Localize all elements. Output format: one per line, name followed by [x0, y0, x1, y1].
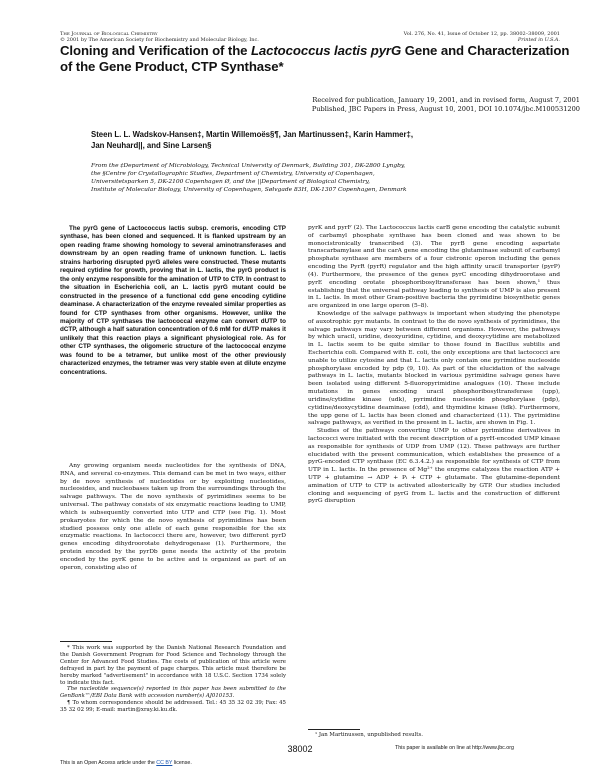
received-line: Received for publication, January 19, 2001, and in revised form, August 7, 2001 — [312, 96, 580, 104]
affiliation-line-3: Universitetsparken 5, DK-2100 Copenhagen Ø, and the ||Department of Biological Chemistry, — [91, 178, 370, 185]
footnote-unpublished: ¹ Jan Martinussen, unpublished results. — [315, 732, 423, 738]
footnotes — [60, 645, 286, 714]
footnote-divider — [60, 641, 112, 642]
oa-prefix: This is an Open Access article under the — [60, 760, 157, 766]
affiliation-line-4: Institute of Molecular Biology, University of Copenhagen, Sølvgade 83H, DK-1307 Copenhagen, Denmark — [91, 186, 407, 193]
printed-in: Printed in U.S.A. — [517, 37, 560, 44]
right-column — [308, 225, 560, 506]
right-paragraph-3: Studies of the pathways converting UMP to other pyrimidine derivatives in lactococci were initiated with the recent description of a pyrH-encoded UMP kinase as responsible for synthesis of UDP from UMP (12). These pathways are further elucidated with the present communication, which establishes the presence of a pyrG-encoded CTP synthase (EC 6.3.4.2.) as responsible for synthesis of CTP from UTP in L. lactis. In the presence of Mg²⁺ the enzyme catalyzes the reaction ATP + UTP + glutamine → ADP + Pᵢ + CTP + glutamate. The glutamine-dependent amination of UTP to CTP is activated allosterically by GTP. Our studies included cloning and sequencing of pyrG from L. lactis and the construction of different pyrG disruption — [308, 428, 560, 505]
oa-suffix: license. — [172, 760, 192, 766]
journal-header-right — [404, 31, 560, 43]
intro-left-column — [60, 463, 286, 572]
copyright-line: © 2001 by The American Society for Biochemistry and Molecular Biology, Inc. — [60, 37, 259, 44]
open-access-note — [60, 760, 192, 766]
footnote-funding: * This work was supported by the Danish National Research Foundation and the Danish Government Program for Food Science and Technology through the Center for Advanced Food Studies. The costs of publication of this article were defrayed in part by the payment of page charges. This article must therefore be hereby marked "advertisement" in accordance with 18 U.S.C. Section 1734 solely to indicate this fact. — [60, 645, 286, 686]
footnote-correspondence: ¶ To whom correspondence should be addressed. Tel.: 45 35 32 02 39; Fax: 45 35 32 02 99; E-mail: martin@xray.ki.ku.dk. — [60, 700, 286, 714]
volume-issue: Vol. 276, No. 41, Issue of October 12, pp. 38002–38009, 2001 — [403, 31, 560, 37]
authors-line-1: Steen L. L. Wadskov-Hansen‡, Martin Willemoës§¶, Jan Martinussen‡, Karin Hammer‡, — [91, 130, 414, 139]
online-availability: This paper is available on line at http://www.jbc.org — [395, 745, 514, 751]
cc-by-link[interactable]: CC BY — [156, 760, 173, 766]
abstract — [60, 225, 286, 377]
article-title — [60, 43, 570, 75]
author-list — [91, 130, 561, 151]
affiliation-line-1: From the ‡Department of Microbiology, Technical University of Denmark, Building 301, DK-2800 Lyngby, — [91, 163, 406, 169]
abstract-text: The pyrG gene of Lactococcus lactis subsp. cremoris, encoding CTP synthase, has been cloned and sequenced. It is flanked upstream by an open reading frame showing homology to several aminotransferases and downstream by an open reading frame of unknown function. L. lactis strains harboring disrupted pyrG alleles were constructed. These mutants required cytidine for growth, proving that in L. lactis, the pyrG product is the only enzyme responsible for the amination of UTP to CTP. In contrast to the situation in Escherichia coli, an L. lactis pyrG mutant could be constructed in the presence of a functional cdd gene encoding cytidine deaminase. A characterization of the enzyme revealed similar properties as found for CTP synthases from other organisms. However, unlike the majority of CTP synthases the lactococcal enzyme can convert dUTP to dCTP, although a half saturation concentration of 0.6 mM for dUTP makes it unlikely that this reaction plays a significant physiological role. As for other CTP synthases, the oligomeric structure of the lactococcal enzyme was found to be a tetramer, but unlike most of the other previously characterized enzymes, the tetramer was very stable even at dilute enzyme concentrations. — [60, 225, 286, 376]
affiliation-line-2: the §Centre for Crystallographic Studies, Department of Chemistry, University of Copenhagen, — [91, 170, 375, 177]
published-line: Published, JBC Papers in Press, August 10, 2001, DOI 10.1074/jbc.M100531200 — [311, 104, 580, 113]
intro-paragraph: Any growing organism needs nucleotides for the synthesis of DNA, RNA, and several co-enzymes. This demand can be met in two ways, either by de novo synthesis of nucleotides or by exploiting nucleotides, nucleosides, and nucleobases taken up from the surroundings through the salvage pathways. The de novo synthesis of pyrimidines seems to be universal. The pathway consists of six enzymatic reactions leading to UMP, which is subsequently converted into UTP and CTP (see Fig. 1). Most prokaryotes for which the de novo synthesis of pyrimidines has been studied possess only one allele of each gene responsible for the six enzymatic reactions. In lactococci there are, however, two different pyrD genes encoding dihydroorotate dehydrogenase (1). Furthermore, the protein encoded by the pyrDb gene needs the activity of the protein encoded by the pyrK gene to be active and is organized as part of an operon, consisting also of — [60, 463, 286, 571]
authors-line-2: Jan Neuhard||, and Sine Larsen§ — [91, 140, 212, 150]
publication-dates — [270, 96, 580, 113]
title-part-2: Gene and Characterization of the Gene Product, CTP Synthase* — [60, 43, 570, 75]
title-part-1: Cloning and Verification of the — [60, 43, 251, 58]
journal-name: The Journal of Biological Chemistry — [60, 31, 158, 37]
right-footnote — [315, 732, 560, 739]
right-footnote-divider — [308, 729, 360, 730]
affiliations — [91, 163, 561, 195]
footnote-genbank: The nucleotide sequence(s) reported in this paper has been submitted to the GenBank™/EBI Data Bank with accession number(s) AJ010153. — [60, 686, 286, 700]
right-paragraph-1: pyrK and pyrF (2). The Lactococcus lactis carB gene encoding the catalytic subunit of carbamyl phosphate synthase has been cloned and was shown to be monocistronically transcribed (3). The pyrB gene encoding aspartate transcarbamylase and the carA gene encoding the glutaminase subunit of carbamyl phosphate synthase are members of a four cistronic operon including the genes encoding the PyrR (pyrR) regulator and the high affinity uracil transporter (pyrP) (4). Furthermore, the presence of the genes pyrC encoding dihydroorotase and pyrE encoding orotate phosphoribosyltransferase has been shown,¹ thus establishing that the universal pathway leading to synthesis of UMP is also present in L. lactis. In most other Gram-positive bacteria the pyrimidine biosynthetic genes are organized in one large operon (5–8). — [308, 225, 560, 310]
title-italic: Lactococcus lactis pyrG — [250, 43, 402, 58]
right-paragraph-2: Knowledge of the salvage pathways is important when studying the phenotype of auxotrophic pyr mutants. In contrast to the de novo synthesis of pyrimidines, the salvage pathways may vary between different organisms. However, the pathways by which uracil, uridine, deoxyuridine, cytidine, and deoxycytidine are metabolized in L. lactis seem to be quite similar to those found in Bacillus subtilis and Escherichia coli. Compared with E. coli, the only exceptions are that lactococci are unable to utilize cytosine and that L. lactis only contain one pyrimidine nucleoside phosphorylase encoded by pdp (9, 10). As part of the elucidation of the salvage pathways in L. lactis, mutants blocked in various pyrimidine salvage genes have been isolated using different 5-fluoropyrimidine analogues (10). These include mutations in genes encoding uracil phosphoribosyltransferase (upp), uridine/cytidine kinase (udk), pyrimidine nucleoside phosphorylase (pdp), cytidine/deoxycytidine deaminase (cdd), and thymidine kinase (tdk). Furthermore, the upp gene of L. lactis has been cloned and characterized (11). The pyrimidine salvage pathways, as verified in the present in L. lactis, are shown in Fig. 1. — [308, 310, 560, 427]
journal-header-left — [60, 31, 259, 43]
page-number: 38002 — [287, 744, 313, 754]
